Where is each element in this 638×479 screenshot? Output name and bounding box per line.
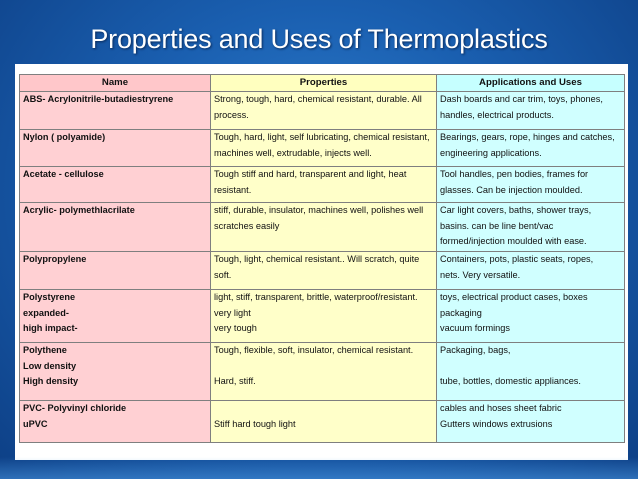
table-row [20, 203, 625, 252]
table-row [20, 343, 625, 401]
name-line: PVC- Polyvinyl chloride [23, 403, 127, 413]
name-line: Low density [23, 360, 77, 371]
properties-line: light, stiff, transparent, brittle, waterproof/resistant. [214, 292, 418, 302]
cell-name [20, 92, 211, 130]
applications-line: basins. can be line bent/vac [440, 220, 554, 231]
properties-line [214, 359, 433, 375]
name-line: Polypropylene [23, 254, 87, 264]
cell-applications [437, 252, 625, 290]
applications-line: nets. Very versatile. [440, 269, 521, 280]
table-row [20, 92, 625, 130]
properties-line: very light [214, 307, 251, 318]
cell-applications [437, 130, 625, 167]
applications-line: Packaging, bags, [440, 345, 511, 355]
applications-line [440, 359, 621, 375]
properties-line: Tough, light, chemical resistant.. Will scratch, quite [214, 254, 420, 264]
cell-applications [437, 203, 625, 252]
applications-line: cables and hoses sheet fabric [440, 403, 562, 413]
properties-line: stiff, durable, insulator, machines well, polishes well [214, 205, 424, 215]
applications-line: tube, bottles, domestic appliances. [440, 376, 581, 386]
cell-properties [211, 252, 437, 290]
cell-properties [211, 130, 437, 167]
name-line: Acrylic- polymethlacrilate [23, 205, 135, 215]
name-line: Polythene [23, 345, 67, 355]
properties-line: Tough, flexible, soft, insulator, chemical resistant. [214, 345, 414, 355]
table-row [20, 290, 625, 343]
applications-line: packaging [440, 307, 482, 318]
cell-applications [437, 343, 625, 401]
decorative-wave [0, 457, 638, 479]
name-line: high impact- [23, 323, 78, 333]
name-line: Acetate - cellulose [23, 169, 104, 179]
applications-line: Tool handles, pen bodies, frames for [440, 169, 589, 179]
cell-properties [211, 343, 437, 401]
name-line: High density [23, 376, 79, 386]
table-row [20, 252, 625, 290]
applications-line: Gutters windows extrusions [440, 418, 553, 429]
cell-name [20, 290, 211, 343]
cell-name [20, 130, 211, 167]
properties-line: Stiff hard tough light [214, 418, 296, 429]
applications-line: handles, electrical products. [440, 109, 554, 120]
header-properties: Properties [211, 75, 437, 92]
applications-line: vacuum formings [440, 323, 510, 333]
table-body [20, 92, 625, 443]
table-row [20, 130, 625, 167]
thermoplastics-table [19, 74, 625, 443]
cell-applications [437, 167, 625, 203]
cell-name [20, 343, 211, 401]
name-line: ABS- Acrylonitrile-butadiestryrene [23, 94, 174, 104]
applications-line: engineering applications. [440, 147, 542, 158]
cell-properties [211, 92, 437, 130]
header-name: Name [20, 75, 211, 92]
cell-applications [437, 290, 625, 343]
properties-line: machines well, extrudable, injects well. [214, 147, 372, 158]
properties-line: very tough [214, 323, 257, 333]
name-line: Polystyrene [23, 292, 76, 302]
applications-line: Dash boards and car trim, toys, phones, [440, 94, 603, 104]
cell-name [20, 252, 211, 290]
applications-line: Car light covers, baths, shower trays, [440, 205, 592, 215]
cell-properties [211, 401, 437, 443]
cell-name [20, 167, 211, 203]
table-header-row [20, 75, 625, 92]
slide-title: Properties and Uses of Thermoplastics [90, 24, 548, 54]
cell-applications [437, 92, 625, 130]
properties-line: Tough stiff and hard, transparent and light, heat [214, 169, 407, 179]
properties-line: scratches easily [214, 220, 280, 231]
cell-applications [437, 401, 625, 443]
table-row [20, 167, 625, 203]
applications-line: glasses. Can be injection moulded. [440, 184, 583, 195]
applications-line: formed/injection moulded with ease. [440, 236, 587, 246]
name-line: expanded- [23, 307, 69, 318]
table-container [15, 64, 628, 460]
cell-properties [211, 290, 437, 343]
table-row [20, 401, 625, 443]
applications-line: Containers, pots, plastic seats, ropes, [440, 254, 594, 264]
cell-name [20, 203, 211, 252]
properties-line: Hard, stiff. [214, 376, 256, 386]
properties-line: Tough, hard, light, self lubricating, chemical resistant, [214, 132, 430, 142]
properties-line: process. [214, 109, 249, 120]
name-line: uPVC [23, 418, 48, 429]
properties-line: resistant. [214, 184, 252, 195]
applications-line: Bearings, gears, rope, hinges and catches, [440, 132, 615, 142]
header-applications: Applications and Uses [437, 75, 625, 92]
properties-line: soft. [214, 269, 232, 280]
cell-name [20, 401, 211, 443]
properties-line: Strong, tough, hard, chemical resistant, durable. All [214, 94, 422, 104]
cell-properties [211, 203, 437, 252]
applications-line: toys, electrical product cases, boxes [440, 292, 588, 302]
properties-line [214, 401, 433, 417]
name-line: Nylon ( polyamide) [23, 132, 106, 142]
cell-properties [211, 167, 437, 203]
